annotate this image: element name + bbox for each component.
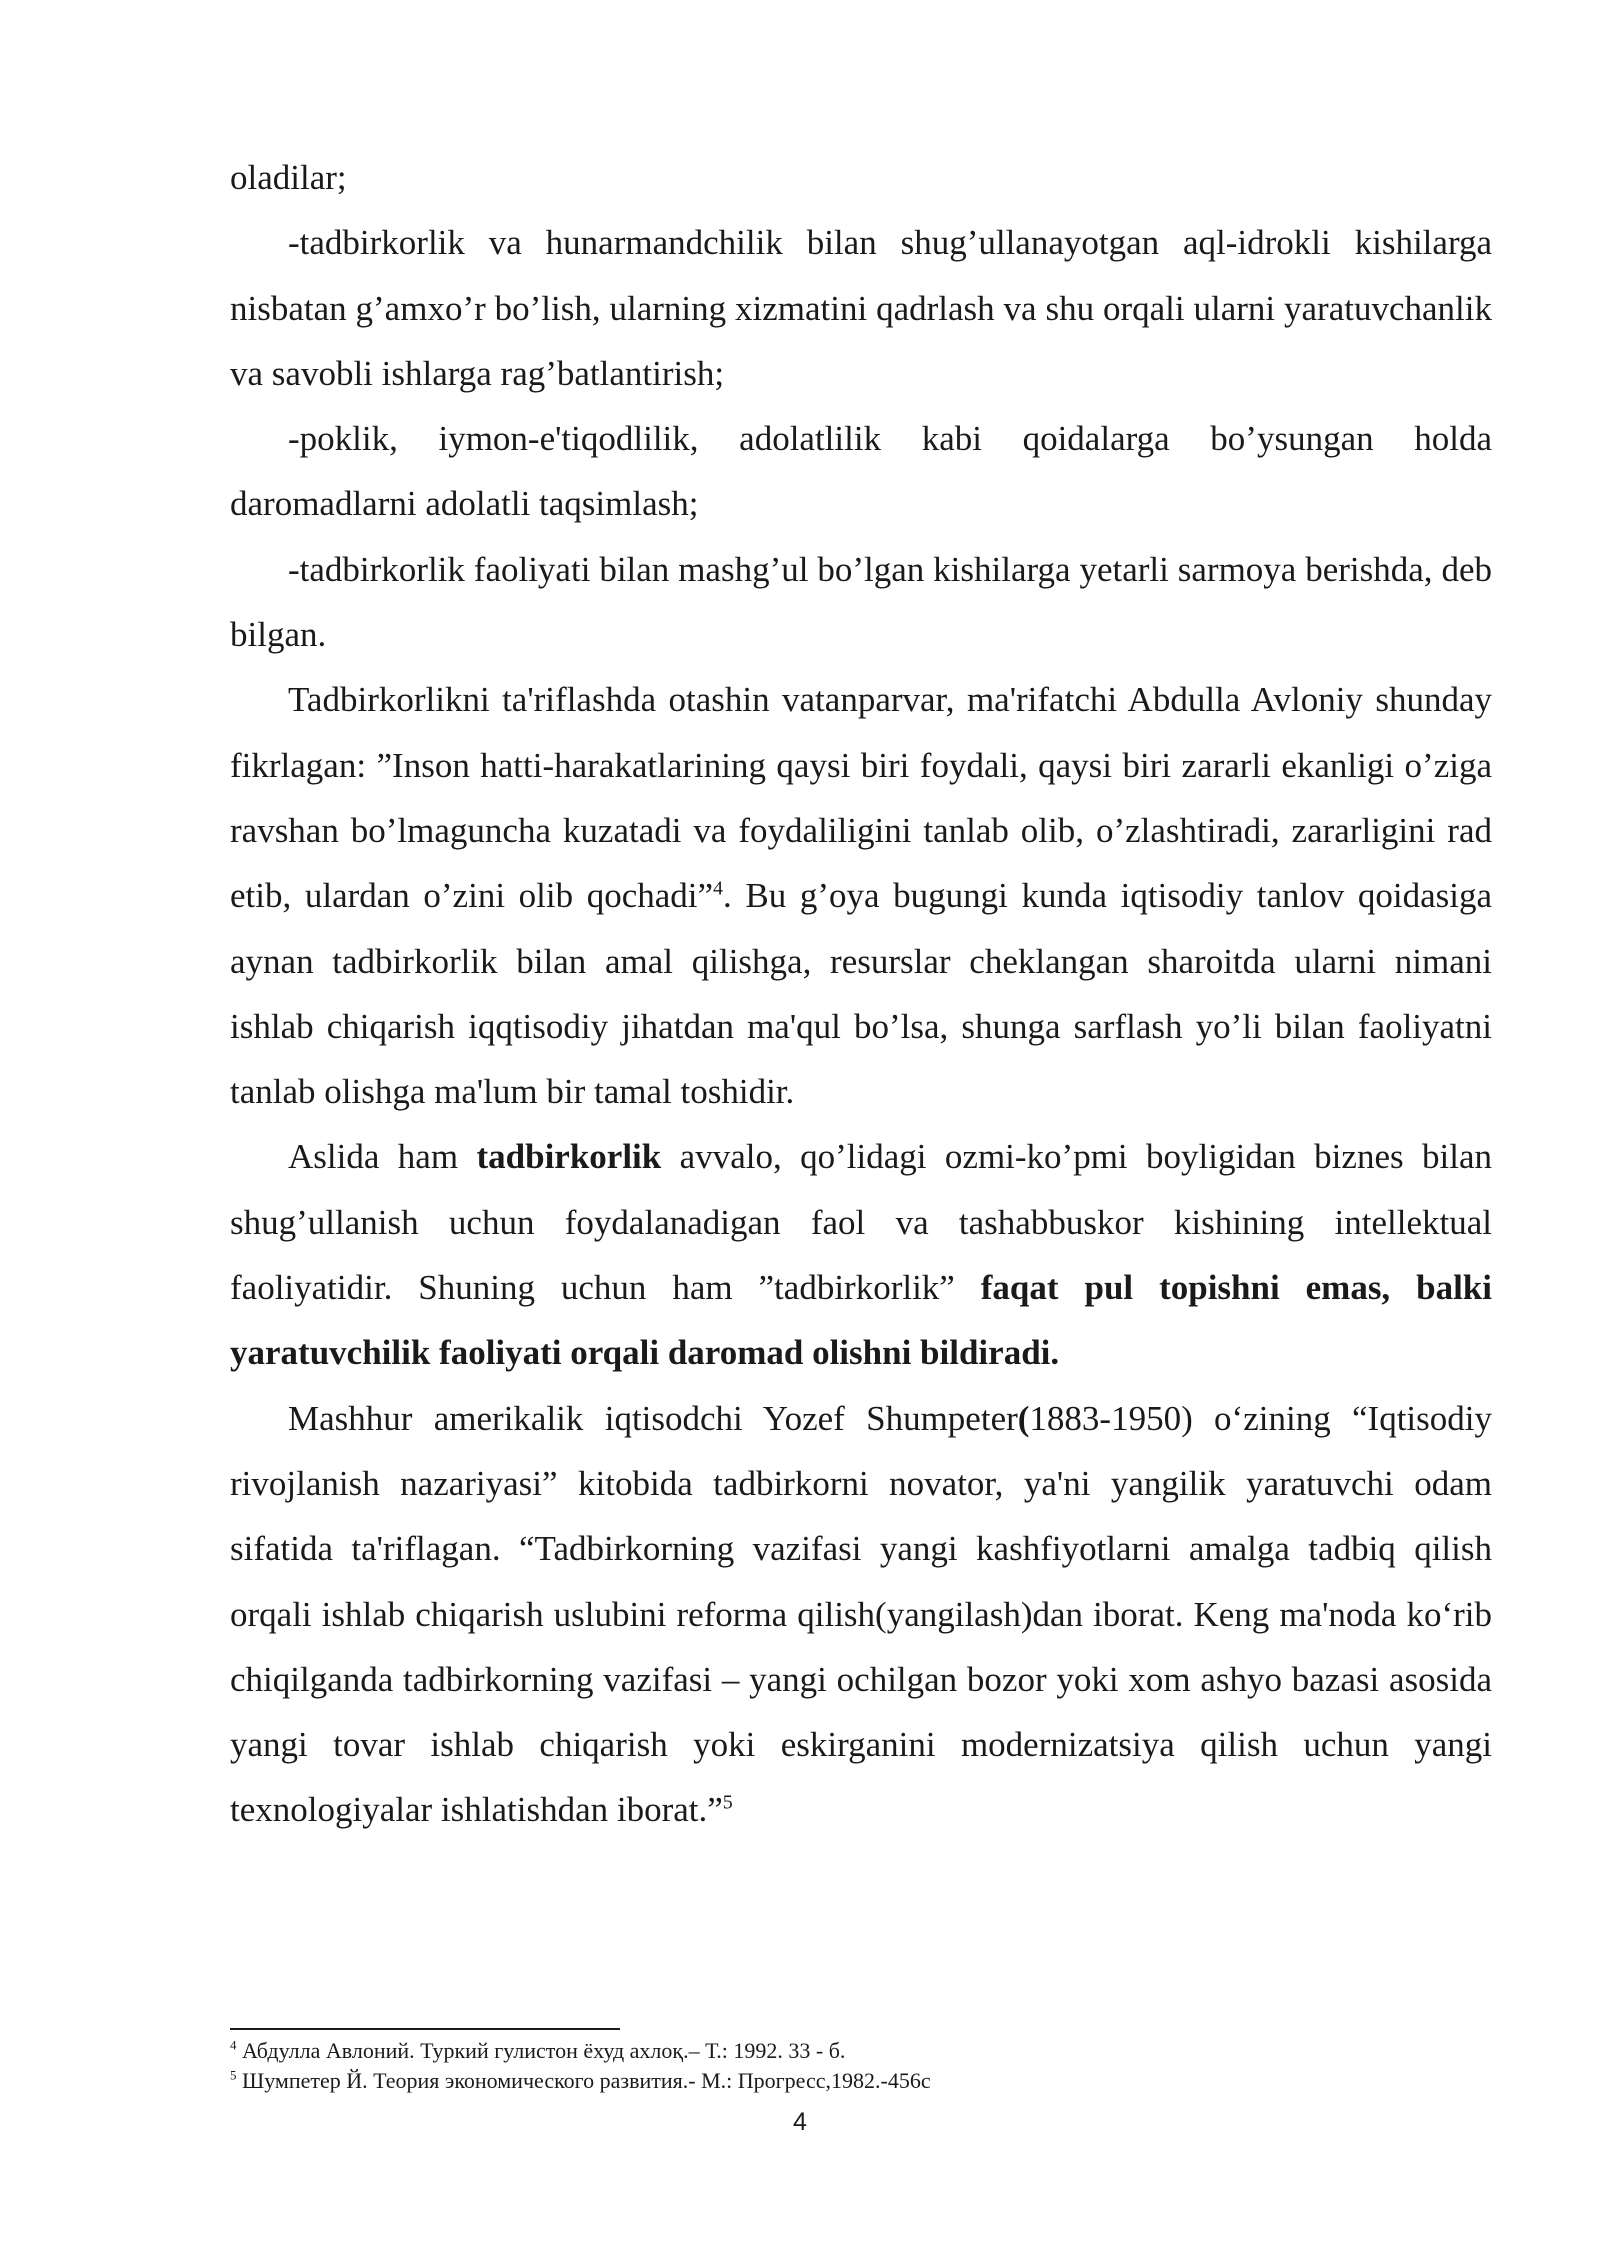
footnote-separator	[230, 2028, 620, 2030]
footnote-4	[230, 2036, 1492, 2066]
footnote-number: 5	[230, 2067, 237, 2083]
footnote-ref-4[interactable]: 4	[713, 877, 724, 900]
footnote-ref-5[interactable]: 5	[722, 1791, 733, 1814]
paragraph-7-text-a: Mashhur amerikalik iqtisodchi Yozef Shumpeter	[288, 1398, 1018, 1438]
paragraph-4: -tadbirkorlik faoliyati bilan mashg’ul bo’lgan kishilarga yetarli sarmoya berishda, deb bilgan.	[230, 549, 1492, 655]
paragraph-5	[230, 667, 1492, 1124]
footnote-5	[230, 2066, 1492, 2096]
footnote-text: Абдулла Авлоний. Туркий гулистон ёхуд ахлоқ.– Т.: 1992. 33 - б.	[236, 2038, 846, 2063]
paragraph-3: -poklik, iymon-e'tiqodlilik, adolatlilik kabi qoidalarga bo’ysungan holda daromadlarni adolatli taqsimlash;	[230, 419, 1492, 524]
paragraph-7-bold-paren: (	[1017, 1398, 1030, 1438]
page-body	[230, 145, 1492, 1843]
paragraph-7	[230, 1386, 1492, 1843]
paragraph-2: -tadbirkorlik va hunarmandchilik bilan shug’ullanayotgan aql-idrokli kishilarga nisbatan g’amxo’r bo’lish, ularning xizmatini qadrlash va shu orqali ularni yaratuvchanlik va savobli ishlarga rag’batlantirish;	[230, 223, 1492, 393]
paragraph-6-text-a: Aslida ham	[288, 1137, 477, 1177]
paragraph-7-text-b: 1883-1950) o‘zining “Iqtisodiy rivojlanish nazariyasi” kitobida tadbirkorni novator, ya'ni yangilik yaratuvchi odam sifatida ta'riflagan. “Tadbirkorning vazifasi yangi kashfiyotlarni amalga tadbiq qilish orqali ishlab chiqarish uslubini reforma qilish(yangilash)dan iborat. Keng ma'noda ko‘rib chiqilganda tadbirkorning vazifasi – yangi ochilgan bozor yoki xom ashyo bazasi asosida yangi tovar ishlab chiqarish yoki eskirganini modernizatsiya qilish uchun yangi texnologiyalar ishlatishdan iborat.”	[230, 1398, 1492, 1830]
paragraph-6	[230, 1124, 1492, 1385]
paragraph-1: oladilar;	[230, 158, 347, 197]
page-number: 4	[793, 2108, 807, 2136]
paragraph-5-text-b: . Bu g’oya bugungi kunda iqtisodiy tanlov qoidasiga aynan tadbirkorlik bilan amal qilishga, resurslar cheklangan sharoitda ularni nimani ishlab chiqarish iqqtisodiy jihatdan ma'qul bo’lsa, shunga sarflash yo’li bilan faoliyatni tanlab olishga ma'lum bir tamal toshidir.	[230, 876, 1492, 1112]
footnote-text: Шумпетер Й. Теория экономического развития.- М.: Прогресс,1982.-456с	[236, 2068, 931, 2093]
footnotes	[230, 2036, 1492, 2096]
paragraph-6-text-b: avvalo, qo’lidagi ozmi-ko’pmi boyligidan biznes bilan shug’ullanish uchun foydalanadigan faol va tashabbuskor kishining intellektual faoliyatidir. Shuning uchun ham ”tadbirkorlik”	[230, 1137, 1492, 1308]
paragraph-6-bold-statement: faqat pul topishni emas, balki yaratuvchilik faoliyati orqali daromad olishni bildiradi.	[230, 1268, 1492, 1373]
footnote-number: 4	[230, 2037, 237, 2053]
paragraph-6-bold-term: tadbirkorlik	[476, 1137, 662, 1177]
paragraph-5-text-a: Tadbirkorlikni ta'riflashda otashin vatanparvar, ma'rifatchi Abdulla Avloniy shunday fikrlagan: ”Inson hatti-harakatlarining qaysi biri foydali, qaysi biri zararli ekanligi o’ziga ravshan bo’lmaguncha kuzatadi va foydaliligini tanlab olib, o’zlashtiradi, zararligini rad etib, ulardan o’zini olib qochadi”	[230, 680, 1492, 916]
